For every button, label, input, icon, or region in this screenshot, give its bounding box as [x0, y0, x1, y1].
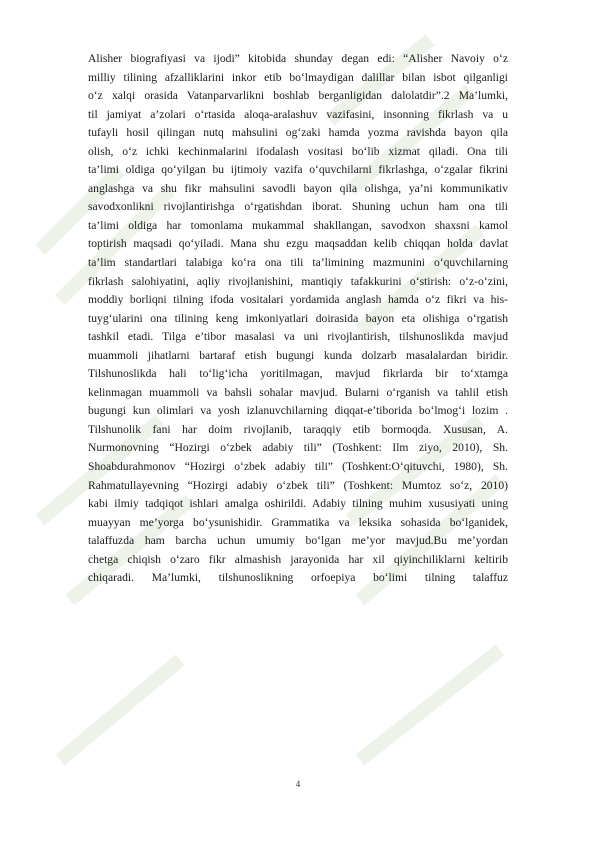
text-line: tufayli hosil qilingan nutq mahsulini og‘zaki hamda yozma ravishda bayon qila — [88, 126, 508, 140]
body-text — [88, 50, 508, 588]
text-line: ta’lim standartlari talabiga ko‘ra ona tili ta’limining mazmunini o‘quvchilarning — [88, 256, 508, 270]
page-number: 4 — [295, 779, 301, 789]
text-line: savodxonlikni rivojlantirishga o‘rgatishdan iborat. Shuning uchun ham ona tili — [88, 200, 508, 214]
text-line: ta’limi oldiga har tomonlama mukammal shakllangan, savodxon shaxsni kamol — [88, 218, 508, 232]
text-line: Alisher biografiyasi va ijodi” kitobida shunday degan edi: “Alisher Navoiy o‘z — [88, 52, 508, 65]
text-line: toptirish maqsadi qo‘yiladi. Mana shu ezgu maqsaddan kelib chiqqan holda davlat — [88, 237, 508, 251]
text-line: chiqaradi. Ma’lumki, tilshunoslikning orfoepiya bo‘limi tilning talaffuz — [88, 571, 508, 585]
text-line: Shoabdurahmonov “Hozirgi o‘zbek adabiy tili” (Toshkent:O‘qituvchi, 1980), Sh. — [88, 460, 508, 474]
text-line: tuyg‘ularini ona tilining keng imkoniyatlari doirasida bayon eta olishiga o‘rgatish — [88, 311, 508, 325]
text-line: Tilshunolik fani har doim rivojlanib, taraqqiy etib bormoqda. Xususan, A. — [88, 422, 508, 436]
text-line: talaffuzda ham barcha uchun umumiy bo‘lgan me’yor mavjud.Bu me’yordan — [88, 534, 508, 548]
text-line: fikrlash salohiyatini, aqliy rivojlanishini, mantiqiy tafakkurini o‘stirish: o‘z-o‘zini, — [88, 274, 508, 288]
text-line: muammoli jihatlarni bartaraf etish bugungi kunda dolzarb masalalardan biridir. — [88, 348, 508, 362]
text-line: tashkil etadi. Tilga e’tibor masalasi va uni rivojlantirish, tilshunoslikda mavjud — [88, 330, 508, 344]
text-line: kelinmagan muammoli va bahsli sohalar mavjud. Bularni o‘rganish va tahlil etish — [88, 385, 508, 399]
text-line: o‘z xalqi orasida Vatanparvarlikni boshlab berganligidan dalolatdir”.2 Ma’lumki, — [88, 89, 508, 103]
text-line: Tilshunoslikda hali to‘lig‘icha yoritilmagan, mavjud fikrlarda bir to‘xtamga — [88, 367, 508, 381]
text-line: olish, o‘z ichki kechinmalarini ifodalash vositasi bo‘lib xizmat qiladi. Ona tili — [88, 144, 508, 158]
text-line: chetga chiqish o‘zaro fikr almashish jarayonida har xil qiyinchiliklarni keltirib — [88, 552, 508, 566]
text-line: Nurmonovning “Hozirgi o‘zbek adabiy tili” (Toshkent: Ilm ziyo, 2010), Sh. — [88, 441, 508, 455]
text-line: ta’limi oldiga qo‘yilgan bu ijtimoiy vazifa o‘quvchilarni fikrlashga, o‘zgalar fikrini — [88, 163, 508, 177]
text-line: milliy tilining afzalliklarini inkor etib bo‘lmaydigan dalillar bilan isbot qilganligi — [88, 70, 508, 84]
text-line: anglashga va shu fikr mahsulini savodli bayon qila olishga, ya’ni kommunikativ — [88, 181, 508, 195]
text-line: kabi ilmiy tadqiqot ishlari amalga oshirildi. Adabiy tilning muhim xususiyati uning — [88, 497, 508, 511]
text-line: til jamiyat a’zolari o‘rtasida aloqa-aralashuv vazifasini, insonning fikrlash va u — [88, 107, 508, 121]
text-line: moddiy borliqni tilning ifoda vositalari yordamida anglash hamda o‘z fikri va his- — [88, 293, 508, 307]
text-line: muayyan me’yorga bo‘ysunishidir. Grammatika va leksika sohasida bo‘lganidek, — [88, 515, 508, 529]
text-line: bugungi kun olimlari va yosh izlanuvchilarning diqqat-e’tiborida bo‘lmog‘i lozim . — [88, 404, 508, 418]
text-line: Rahmatullayevning “Hozirgi adabiy o‘zbek tili” (Toshkent: Mumtoz so‘z, 2010) — [88, 478, 508, 492]
